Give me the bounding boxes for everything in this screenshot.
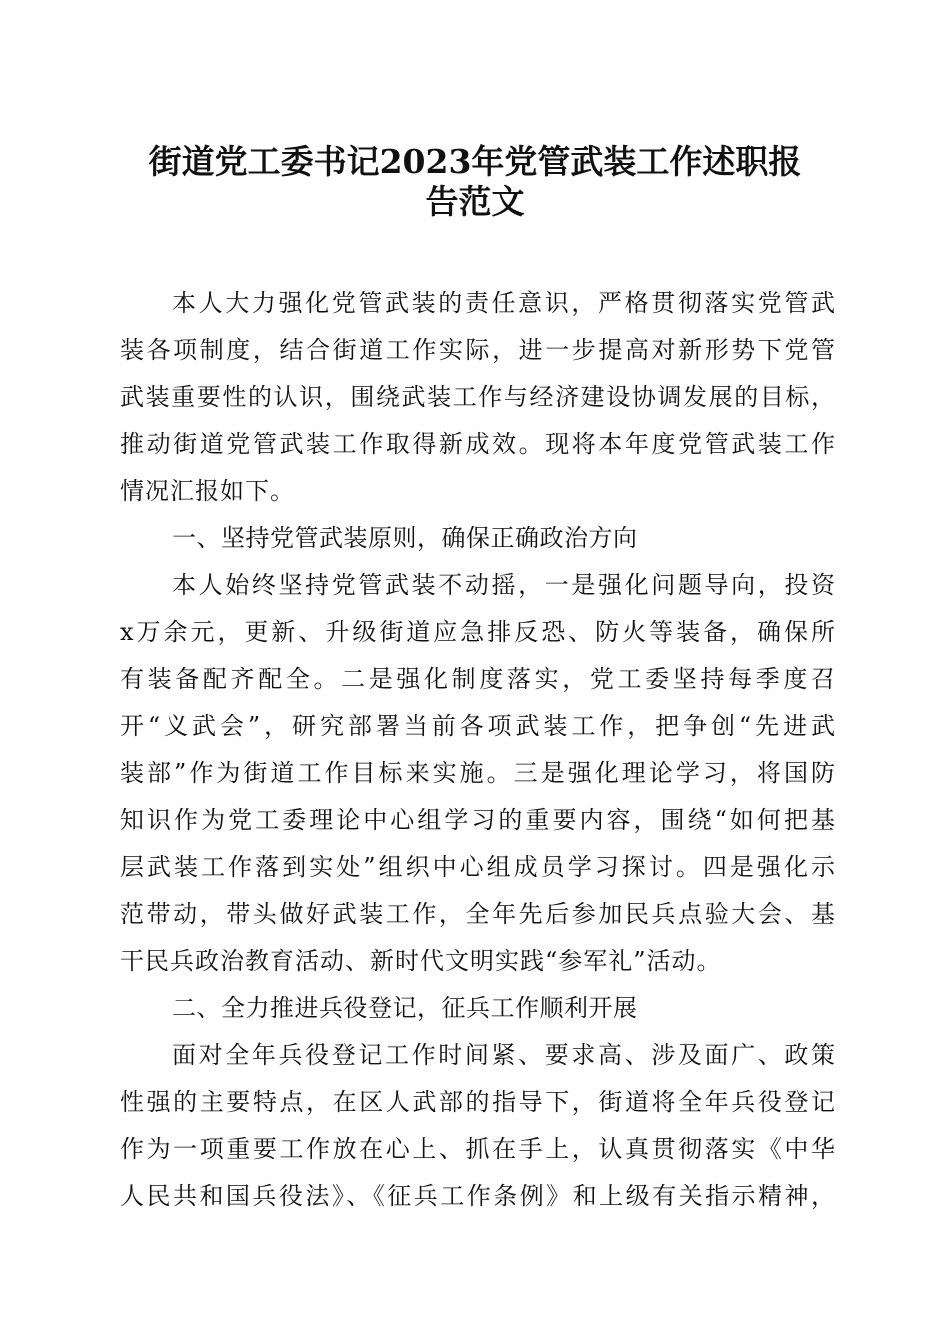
section-1-line: 范带动，带头做好武装工作，全年先后参加民兵点验大会、基 bbox=[120, 900, 836, 928]
section-2-line: 作为一项重要工作放在心上、抓在手上，认真贯彻落实《中华 bbox=[120, 1135, 836, 1163]
section-1-line: 装部”作为街道工作目标来实施。三是强化理论学习，将国防 bbox=[120, 759, 836, 787]
section-1-line: 干民兵政治教育活动、新时代文明实践“参军礼”活动。 bbox=[120, 947, 722, 975]
intro-line: 本人大力强化党管武装的责任意识，严格贯彻落实党管武 bbox=[172, 289, 836, 317]
document-body bbox=[120, 280, 836, 1220]
section-2-line: 面对全年兵役登记工作时间紧、要求高、涉及面广、政策 bbox=[172, 1041, 836, 1069]
section-1-heading: 一、坚持党管武装原则，确保正确政治方向 bbox=[172, 524, 638, 552]
section-2-line: 人民共和国兵役法》、《征兵工作条例》和上级有关指示精神， bbox=[120, 1182, 836, 1210]
intro-line: 情况汇报如下。 bbox=[120, 477, 295, 505]
section-2-line: 性强的主要特点，在区人武部的指导下，街道将全年兵役登记 bbox=[120, 1088, 836, 1116]
intro-line: 装各项制度，结合街道工作实际，进一步提高对新形势下党管 bbox=[120, 336, 836, 364]
section-1-line: 知识作为党工委理论中心组学习的重要内容，围绕“如何把基 bbox=[120, 806, 836, 834]
section-1-line: x万余元，更新、升级街道应急排反恐、防火等装备，确保所 bbox=[120, 618, 836, 646]
section-1-line: 有装备配齐配全。二是强化制度落实，党工委坚持每季度召 bbox=[120, 665, 836, 693]
document-title-line-1: 街道党工委书记2023年党管武装工作述职报 bbox=[148, 142, 802, 181]
intro-line: 推动街道党管武装工作取得新成效。现将本年度党管武装工作 bbox=[120, 430, 836, 458]
intro-line: 武装重要性的认识，围绕武装工作与经济建设协调发展的目标， bbox=[120, 383, 836, 411]
section-2-heading: 二、全力推进兵役登记，征兵工作顺利开展 bbox=[172, 994, 638, 1022]
document-title-line-2: 告范文 bbox=[425, 182, 525, 221]
section-1-line: 层武装工作落到实处”组织中心组成员学习探讨。四是强化示 bbox=[120, 853, 836, 881]
section-1-line: 本人始终坚持党管武装不动摇，一是强化问题导向，投资 bbox=[172, 571, 836, 599]
section-1-line: 开“义武会”，研究部署当前各项武装工作，把争创“先进武 bbox=[120, 712, 836, 740]
